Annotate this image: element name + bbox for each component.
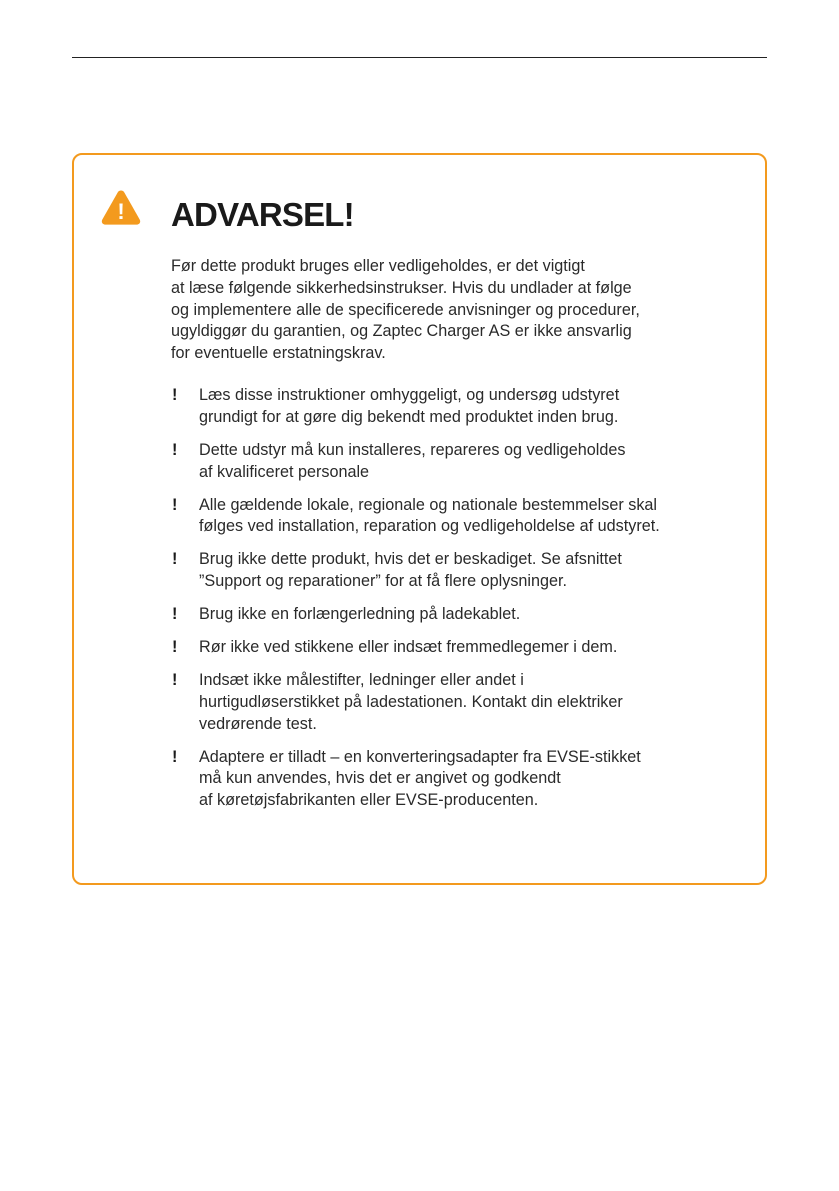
exclamation-icon: !	[172, 550, 178, 569]
bullet-line: af kvalificeret personale	[199, 462, 370, 481]
intro-line: Før dette produkt bruges eller vedligeholdes, er det vigtigt	[171, 257, 585, 275]
warning-title: ADVARSEL!	[171, 196, 354, 233]
bullet-line: Rør ikke ved stikkene eller indsæt fremmedlegemer i dem.	[199, 638, 618, 657]
warning-bullet-item	[171, 495, 731, 539]
warning-bullet-item	[171, 549, 731, 593]
intro-line: ugyldiggør du garantien, og Zaptec Charger AS er ikke ansvarlig	[171, 322, 632, 341]
bullet-line: følges ved installation, reparation og vedligeholdelse af udstyret.	[199, 517, 660, 536]
warning-intro	[171, 256, 731, 365]
warning-bullet-item	[171, 670, 731, 735]
warning-icon-glyph: !	[117, 199, 125, 224]
exclamation-icon: !	[172, 671, 178, 690]
intro-line: for eventuelle erstatningskrav.	[171, 344, 386, 363]
intro-line: at læse følgende sikkerhedsinstrukser. Hvis du undlader at følge	[171, 278, 632, 297]
bullet-line: Alle gældende lokale, regionale og nationale bestemmelser skal	[199, 495, 658, 514]
warning-triangle-icon	[100, 188, 142, 226]
bullet-line: må kun anvendes, hvis det er angivet og godkendt	[199, 769, 561, 788]
bullet-line: Adaptere er tilladt – en konverteringsadapter fra EVSE-stikket	[199, 747, 641, 766]
bullet-line: ”Support og reparationer” for at få flere oplysninger.	[199, 572, 568, 591]
warning-bullet-item	[171, 747, 731, 812]
warning-bullet-list	[171, 385, 731, 823]
bullet-line: grundigt for at gøre dig bekendt med produktet inden brug.	[199, 407, 619, 426]
exclamation-icon: !	[172, 638, 178, 657]
bullet-line: hurtigudløserstikket på ladestationen. Kontakt din elektriker	[199, 692, 623, 711]
exclamation-icon: !	[172, 747, 178, 766]
exclamation-icon: !	[172, 495, 178, 514]
exclamation-icon: !	[172, 440, 178, 459]
bullet-line: Dette udstyr må kun installeres, repareres og vedligeholdes	[199, 440, 626, 459]
exclamation-icon: !	[172, 386, 178, 404]
bullet-line: Brug ikke en forlængerledning på ladekablet.	[199, 605, 521, 624]
intro-line: og implementere alle de specificerede anvisninger og procedurer,	[171, 300, 640, 319]
exclamation-icon: !	[172, 605, 178, 624]
warning-bullet-item	[171, 637, 731, 659]
warning-bullet-item	[171, 604, 731, 626]
bullet-line: Læs disse instruktioner omhyggeligt, og undersøg udstyret	[199, 386, 620, 404]
bullet-line: af køretøjsfabrikanten eller EVSE-producenten.	[199, 791, 539, 810]
warning-bullet-item	[171, 440, 731, 484]
warning-box	[72, 153, 767, 885]
bullet-line: vedrørende test.	[199, 714, 317, 733]
bullet-line: Indsæt ikke målestifter, ledninger eller andet i	[199, 671, 524, 690]
bullet-line: Brug ikke dette produkt, hvis det er beskadiget. Se afsnittet	[199, 550, 622, 569]
header-rule	[72, 57, 767, 58]
warning-bullet-item	[171, 385, 731, 429]
